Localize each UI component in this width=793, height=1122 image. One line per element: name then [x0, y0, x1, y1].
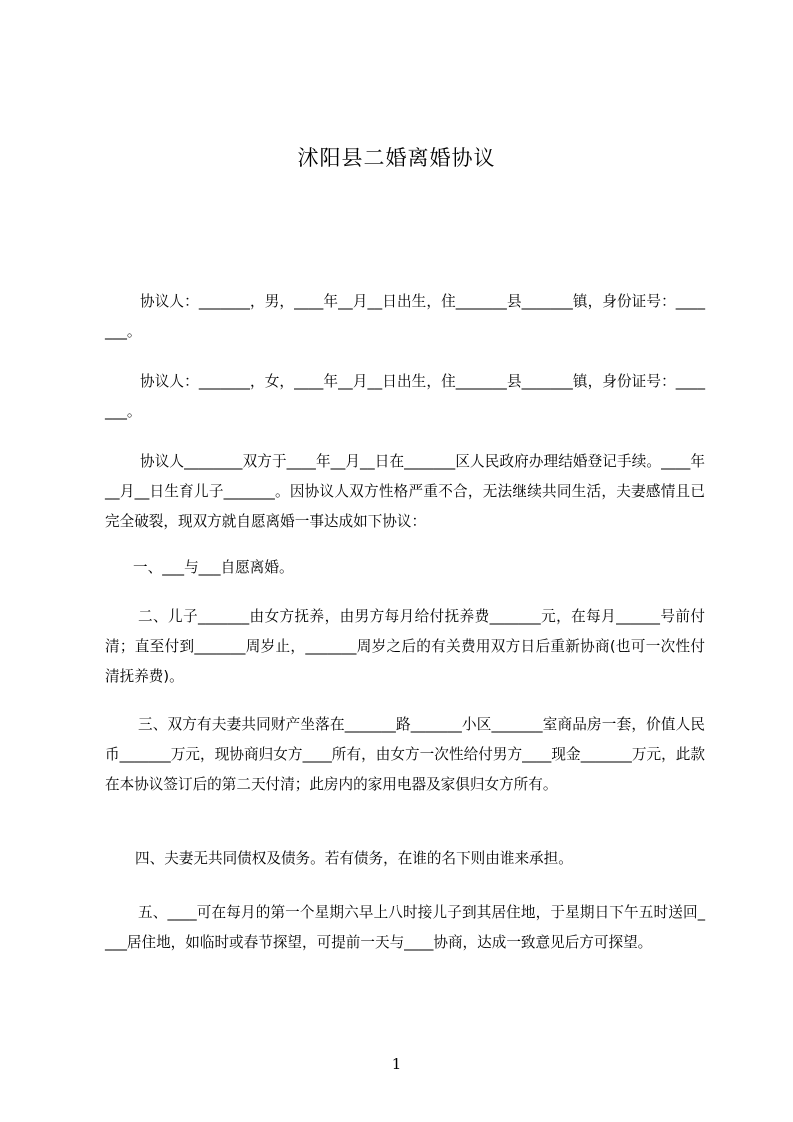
paragraph-party-male: 协议人：_______，男，____年__月__日出生，住_______县_______镇，身份证号：_______。 [105, 293, 705, 340]
clause-5-visitation: 五、____可在每月的第一个星期六早上八时接儿子到其居住地，于星期日下午五时送回____居住地，如临时或春节探望，可提前一天与____协商，达成一致意见后方可探望。 [105, 904, 705, 951]
document-title: 沭阳县二婚离婚协议 [297, 146, 496, 170]
clause-4-debts: 四、夫妻无共同债权及债务。若有债务，在谁的名下则由谁来承担。 [135, 850, 573, 867]
clause-2-child-custody: 二、儿子_______由女方抚养，由男方每月给付抚养费_______元，在每月______号前付清；直至付到_______周岁止，_______周岁之后的有关费用双方日后重新协商(也可一次性付清抚养费)。 [105, 608, 705, 685]
paragraph-party-female: 协议人：_______，女，____年__月__日出生，住_______县_______镇，身份证号：_______。 [105, 373, 705, 420]
clause-1-divorce: 一、___与___自愿离婚。 [133, 559, 294, 576]
paragraph-marriage-background: 协议人________双方于____年__月__日在_______区人民政府办理结婚登记手续。____年__月__日生育儿子_______。因协议人双方性格严重不合，无法继续共同生活，夫妻感情且已完全破裂，现双方就自愿离婚一事达成如下协议： [105, 453, 705, 530]
page-number: 1 [391, 1055, 402, 1073]
clause-3-property: 三、双方有夫妻共同财产坐落在_______路_______小区_______室商品房一套，价值人民币_______万元，现协商归女方____所有，由女方一次性给付男方____现金_______万元，此款在本协议签订后的第二天付清；此房内的家用电器及家俱归女方所有。 [105, 716, 705, 793]
